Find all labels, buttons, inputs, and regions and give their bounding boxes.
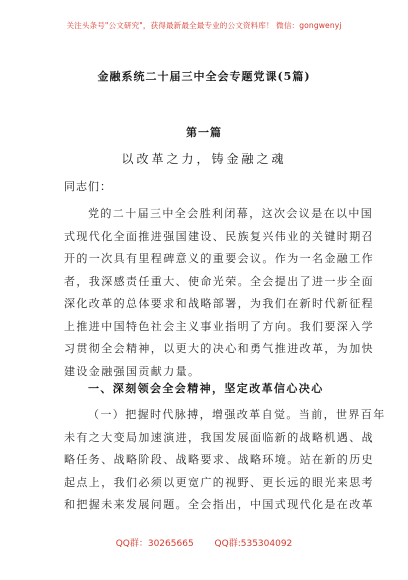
paragraph-line: 开的一次具有里程碑意义的重要会议。作为一名金融工作 — [64, 252, 374, 265]
paragraph-line: 建设金融强国贡献力量。 — [64, 364, 201, 378]
section-subtitle: 以改革之力，铸金融之魂 — [121, 152, 287, 166]
paragraph-line: 略任务、战略阶段、战略要求、战略环境。站在新的历史 — [64, 453, 374, 466]
paragraph-1 — [64, 203, 374, 383]
paragraph-line: 式现代化全面推进强国建设、民族复兴伟业的关键时期召 — [64, 229, 374, 243]
document-title: 金融系统二十届三中全会专题党课(5篇) — [97, 70, 311, 83]
heading-level-1: 一、深刻领会全会精神，坚定改革信心决心 — [88, 382, 324, 395]
paragraph-line: （一）把握时代脉搏，增强改革自觉。当前，世界百年 — [88, 408, 386, 421]
paragraph-line: 者，我深感责任重大、使命光荣。全会提出了进一步全面 — [64, 274, 374, 288]
paragraph-line: 党的二十届三中全会胜利闭幕，这次会议是在以中国 — [88, 207, 374, 220]
section-title: 第一篇 — [186, 126, 222, 139]
paragraph-line: 起点上，我们必须以更宽广的视野、更长远的眼光来思考 — [64, 475, 374, 489]
footer-qq-group-2: QQ群:535304092 — [214, 539, 293, 549]
paragraph-line: 未有之大变局加速演进，我国发展面临新的战略机遇、战 — [64, 430, 374, 444]
salutation: 同志们： — [64, 180, 112, 193]
paragraph-line: 上推进中国特色社会主义事业指明了方向。我们要深入学 — [64, 319, 374, 333]
paragraph-line: 深化改革的总体要求和战略部署，为我们在新时代新征程 — [64, 297, 374, 310]
paragraph-line: 习贯彻全会精神，以更大的决心和勇气推进改革，为加快 — [64, 342, 374, 355]
paragraph-2 — [64, 404, 386, 517]
top-banner: 关注头条号"公文研究"，获得最新最全最专业的公文资料库！ 微信：gongwenyj — [66, 21, 342, 30]
paragraph-line: 和把握未来发展问题。全会指出，中国式现代化是在改革 — [64, 498, 374, 511]
footer-contact — [0, 536, 408, 549]
footer-qq-group-1: QQ群：30265665 — [115, 539, 194, 549]
